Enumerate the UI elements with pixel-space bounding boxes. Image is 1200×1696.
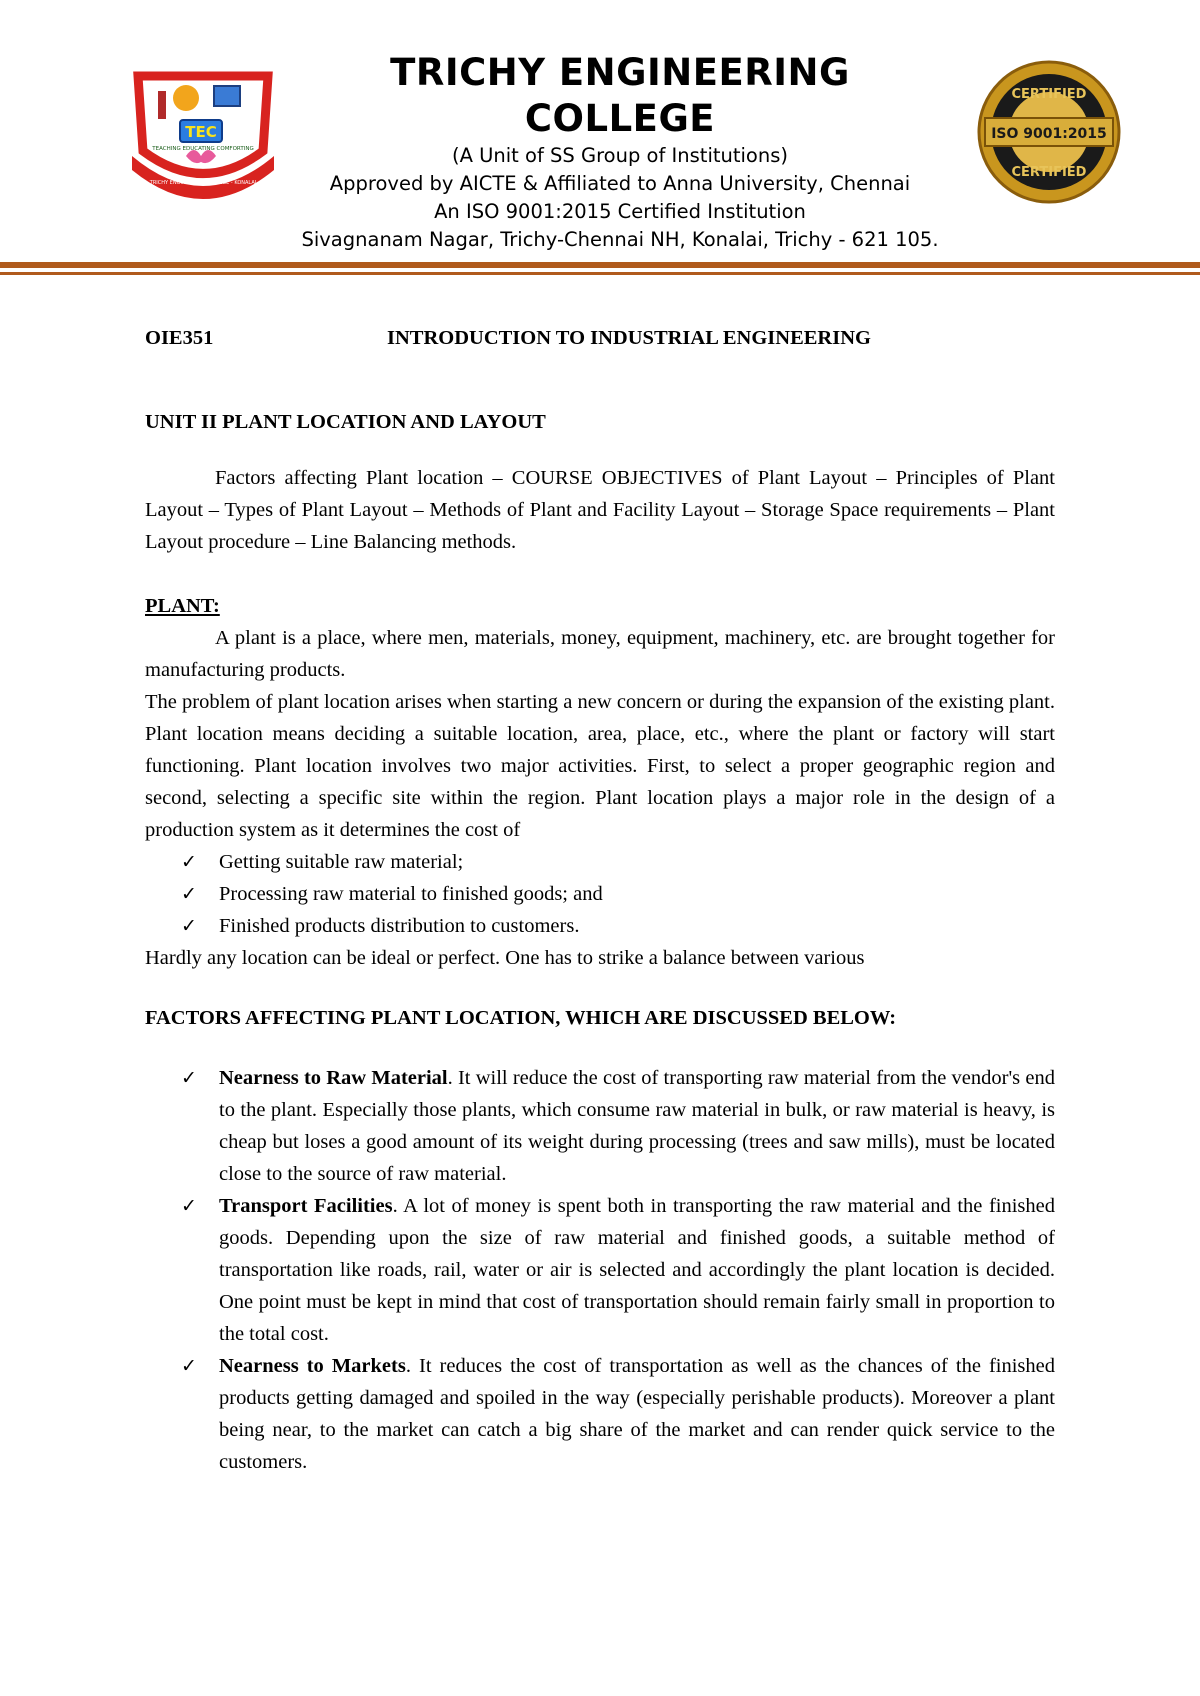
institution-group: (A Unit of SS Group of Institutions) (451, 144, 788, 167)
list-item: ✓ Finished products distribution to customers. (181, 910, 1055, 942)
seal-bottom-text: CERTIFIED (1011, 165, 1087, 180)
factor-item (181, 1062, 1055, 1190)
factors-heading: FACTORS AFFECTING PLANT LOCATION, WHICH ARE DISCUSSED BELOW: (145, 1007, 897, 1029)
balance-note: Hardly any location can be ideal or perfect. One has to strike a balance between various (145, 947, 865, 969)
header-rule-thin (0, 272, 1200, 275)
check-icon: ✓ (181, 883, 197, 905)
logo-ring-text: TRICHY ENGINEERING COLLEGE - KONALAI (149, 180, 257, 186)
iso-certified-seal (975, 58, 1123, 206)
factor-title: Nearness to Markets (219, 1355, 406, 1377)
seal-middle-text: ISO 9001:2015 (991, 126, 1107, 142)
logo-motto: TEACHING EDUCATING COMFORTING (152, 146, 254, 152)
course-heading (145, 322, 1055, 354)
list-item: ✓ Processing raw material to finished goods; and (181, 878, 1055, 910)
logo-sun (173, 85, 199, 111)
approval-line: Approved by AICTE & Affiliated to Anna University, Chennai (329, 172, 911, 195)
letterhead (290, 50, 950, 254)
iso-line: An ISO 9001:2015 Certified Institution (434, 200, 806, 223)
course-code: OIE351 (145, 327, 214, 349)
location-factor-list (145, 1062, 1055, 1478)
college-logo (128, 56, 278, 206)
logo-tower (158, 91, 166, 119)
factor-title: Transport Facilities (219, 1195, 393, 1217)
document-body (145, 322, 1055, 1478)
factor-item (181, 1190, 1055, 1350)
plant-heading: PLANT: (145, 595, 220, 617)
logo-abbr: TEC (185, 123, 217, 141)
plant-location-problem: The problem of plant location arises when starting a new concern or during the expansion of the existing plant. Plant location means deciding a suitable location, area, place, etc., where the plant or factory will start functioning. Plant location involves two major activities. First, to select a proper geographic region and second, selecting a specific site within the region. Plant location plays a major role in the design of a production system as it determines the cost of (145, 691, 1055, 841)
course-title: INTRODUCTION TO INDUSTRIAL ENGINEERING (387, 327, 871, 349)
factor-text: . It reduces the cost of transportation as well as the chances of the finished products getting damaged and spoiled in the way (especially perishable products). Moreover a plant being near, to the market can catch a big share of the market and can render quick service to the customers. (219, 1355, 1055, 1473)
unit-syllabus: Factors affecting Plant location – COURSE OBJECTIVES of Plant Layout – Principles of Plant Layout – Types of Plant Layout – Methods of Plant and Facility Layout – Storage Space requirements – Plant Layout procedure – Line Balancing methods. (145, 467, 1055, 553)
plant-definition: A plant is a place, where men, materials, money, equipment, machinery, etc. are brought together for manufacturing products. (145, 627, 1055, 681)
unit-title: UNIT II PLANT LOCATION AND LAYOUT (145, 411, 546, 433)
cost-factor-list (145, 846, 1055, 942)
logo-monitor (214, 86, 240, 106)
header-rule-thick (0, 262, 1200, 268)
check-icon: ✓ (181, 851, 197, 873)
check-icon: ✓ (181, 1355, 197, 1377)
check-icon: ✓ (181, 1067, 197, 1089)
factor-text: . A lot of money is spent both in transporting the raw material and the finished goods. Depending upon the size of raw material and finished goods, a suitable method of transportation like roads, rail, water or air is selected and accordingly the plant location is decided. One point must be kept in mind that cost of transportation should remain fairly small in proportion to the total cost. (219, 1195, 1055, 1345)
check-icon: ✓ (181, 915, 197, 937)
check-icon: ✓ (181, 1195, 197, 1217)
factor-text: . It will reduce the cost of transporting raw material from the vendor's end to the plant. Especially those plants, which consume raw material in bulk, or raw material is heavy, is cheap but loses a good amount of its weight during processing (trees and saw mills), must be located close to the source of raw material. (219, 1067, 1055, 1185)
factor-item (181, 1350, 1055, 1478)
seal-top-text: CERTIFIED (1011, 87, 1087, 102)
college-name: TRICHY ENGINEERING COLLEGE (390, 51, 850, 140)
list-item: ✓ Getting suitable raw material; (181, 846, 1055, 878)
address-line: Sivagnanam Nagar, Trichy-Chennai NH, Konalai, Trichy - 621 105. (301, 228, 939, 251)
factor-title: Nearness to Raw Material (219, 1067, 448, 1089)
